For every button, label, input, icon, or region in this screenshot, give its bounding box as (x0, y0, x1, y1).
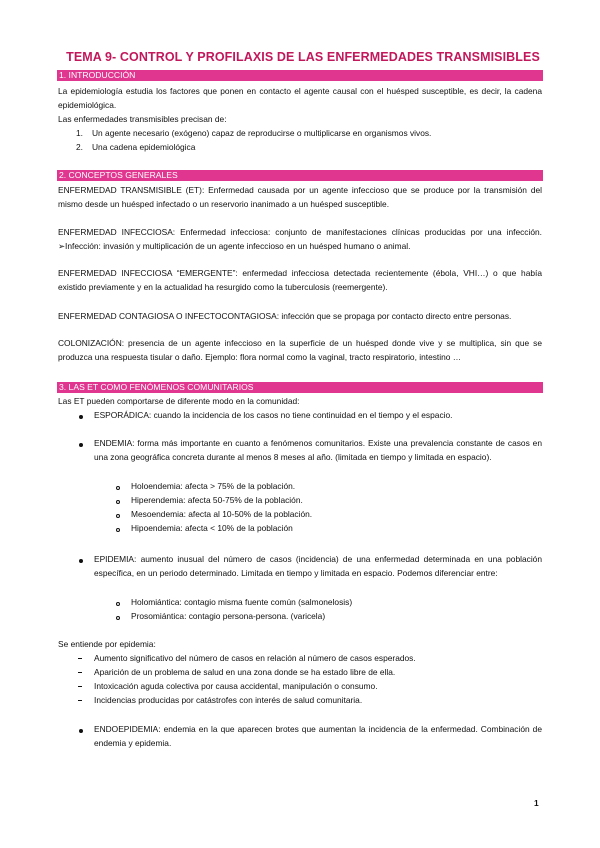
bullet-icon (79, 443, 83, 447)
document-title: TEMA 9- CONTROL Y PROFILAXIS DE LAS ENFERMEDADES TRANSMISIBLES (66, 50, 540, 64)
concept-paragraph: ENFERMEDAD INFECCIOSA: Enfermedad infecciosa: conjunto de manifestaciones clínicas producidas por una infección. ➢Infección: invasión y multiplicación de un agente infeccioso en un huésped humano o animal. (58, 227, 542, 251)
sub-item: Holomiántica: contagio misma fuente común (salmonelosis) (131, 597, 353, 607)
list-item: Un agente necesario (exógeno) capaz de reproducirse o multiplicarse en organismos vivos. (92, 128, 432, 138)
dash-item: Incidencias producidas por catástrofes con interés de salud comunitaria. (94, 695, 363, 705)
circle-bullet-icon (116, 602, 120, 606)
dash-bullet-icon (78, 672, 82, 673)
section-heading-comunitarios: 3. LAS ET COMO FENÓMENOS COMUNITARIOS (57, 382, 543, 393)
concept-paragraph: ENFERMEDAD INFECCIOSA “EMERGENTE”: enfermedad infecciosa detectada recientemente (ébola, VHI…) o que había existido previamente y en la actualidad ha resurgido como la tuberculosis (reemergente). (58, 268, 542, 292)
circle-bullet-icon (116, 500, 120, 504)
dash-bullet-icon (78, 686, 82, 687)
epidemia-definition-lead: Se entiende por epidemia: (58, 639, 156, 649)
concept-paragraph: ENFERMEDAD TRANSMISIBLE (ET): Enfermedad causada por un agente infeccioso que se produce por la transmisión del mismo desde un huésped infectado o un reservorio inanimado a un huésped susceptible. (58, 185, 542, 209)
sub-item: Prosomiántica: contagio persona-persona. (varicela) (131, 611, 326, 621)
list-number: 1. (76, 128, 83, 138)
bullet-item-endoepidemia: ENDOEPIDEMIA: endemia en la que aparecen brotes que aumentan la incidencia de la enfermedad. Combinación de endemia y epidemia. (94, 724, 542, 748)
dash-bullet-icon (78, 658, 82, 659)
concept-paragraph: ENFERMEDAD CONTAGIOSA O INFECTOCONTAGIOSA: infección que se propaga por contacto directo entre personas. (58, 311, 512, 321)
bullet-item-epidemia: EPIDEMIA: aumento inusual del número de casos (incidencia) de una enfermedad determinada en una población específica, en un periodo determinado. Limitada en tiempo y limitada en espacio. Podemos diferenciar entre: (94, 554, 542, 578)
dash-item: Intoxicación aguda colectiva por causa accidental, manipulación o consumo. (94, 681, 378, 691)
section-heading-conceptos: 2. CONCEPTOS GENERALES (57, 170, 543, 181)
dash-bullet-icon (78, 700, 82, 701)
circle-bullet-icon (116, 616, 120, 620)
bullet-icon (79, 559, 83, 563)
sub-item: Hipoendemia: afecta < 10% de la población (131, 523, 293, 533)
bullet-icon (79, 729, 83, 733)
sub-item: Hiperendemia: afecta 50-75% de la población. (131, 495, 303, 505)
page-number: 1 (534, 798, 539, 808)
community-intro: Las ET pueden comportarse de diferente modo en la comunidad: (58, 396, 300, 406)
circle-bullet-icon (116, 514, 120, 518)
dash-item: Aparición de un problema de salud en una zona donde se ha estado libre de ella. (94, 667, 396, 677)
concept-paragraph: COLONIZACIÓN: presencia de un agente infeccioso en la superficie de un huésped donde vive y se multiplica, sin que se produzca una respuesta tisular o daño. Ejemplo: flora normal como la vaginal, tracto respiratorio, intestino … (58, 338, 542, 362)
bullet-item-endemia: ENDEMIA: forma más importante en cuanto a fenómenos comunitarios. Existe una prevalencia constante de casos en una zona geográfica concreta durante al menos 8 meses al año. (limitada en tiempo y limitada en espacio). (94, 438, 542, 462)
intro-paragraph: La epidemiología estudia los factores que ponen en contacto el agente causal con el huésped susceptible, es decir, la cadena epidemiológica. (58, 86, 542, 110)
sub-item: Mesoendemia: afecta al 10-50% de la población. (131, 509, 313, 519)
circle-bullet-icon (116, 528, 120, 532)
dash-item: Aumento significativo del número de casos en relación al número de casos esperados. (94, 653, 416, 663)
list-number: 2. (76, 142, 83, 152)
intro-requirements-lead: Las enfermedades transmisibles precisan de: (58, 114, 227, 124)
list-item: Una cadena epidemiológica (92, 142, 196, 152)
bullet-item-esporadica: ESPORÁDICA: cuando la incidencia de los casos no tiene continuidad en el tiempo y el espacio. (94, 410, 453, 420)
circle-bullet-icon (116, 486, 120, 490)
bullet-icon (79, 415, 83, 419)
sub-item: Holoendemia: afecta > 75% de la población. (131, 481, 296, 491)
section-heading-introduccion: 1. INTRODUCCIÓN (57, 70, 543, 81)
